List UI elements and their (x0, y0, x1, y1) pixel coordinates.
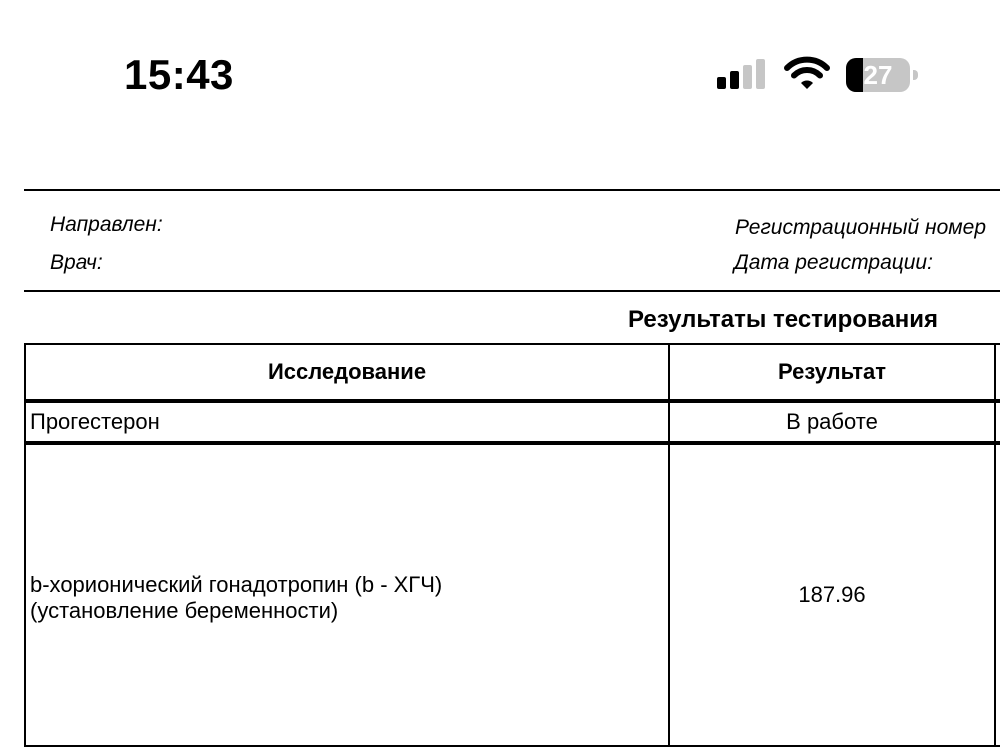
referred-label: Направлен: (50, 213, 163, 236)
study-cell (25, 443, 669, 746)
doctor-label: Врач: (50, 251, 103, 274)
signal-bar-3 (743, 65, 752, 89)
column-header-extra (995, 344, 1000, 401)
column-header-study: Исследование (25, 344, 669, 401)
battery-icon (846, 58, 918, 92)
table-row (25, 443, 1000, 746)
study-line-1: b-хорионический гонадотропин (b - ХГЧ) (30, 572, 443, 597)
table-row (25, 401, 1000, 443)
result-cell: 187.96 (669, 443, 995, 746)
header-bottom-rule (24, 290, 1000, 292)
signal-bar-1 (717, 77, 726, 89)
extra-cell (995, 443, 1000, 746)
table-header-row (25, 344, 1000, 401)
registration-number-label: Регистрационный номер (735, 216, 987, 239)
result-cell: В работе (669, 401, 995, 443)
section-title: Результаты тестирования (628, 306, 939, 333)
results-table (24, 343, 1000, 747)
battery-level: 27 (863, 60, 893, 90)
extra-cell (995, 401, 1000, 443)
battery-tip (913, 70, 918, 80)
column-header-result: Результат (669, 344, 995, 401)
header-top-rule (24, 189, 1000, 191)
wifi-icon (784, 56, 830, 92)
registration-date-label: Дата регистрации: (734, 251, 933, 274)
battery-body (846, 58, 910, 92)
signal-bar-4 (756, 59, 765, 89)
signal-icon (716, 58, 768, 90)
study-cell: Прогестерон (25, 401, 669, 443)
status-time: 15:43 (124, 51, 234, 98)
study-line-2: (установление беременности) (30, 598, 339, 623)
signal-bar-2 (730, 71, 739, 89)
